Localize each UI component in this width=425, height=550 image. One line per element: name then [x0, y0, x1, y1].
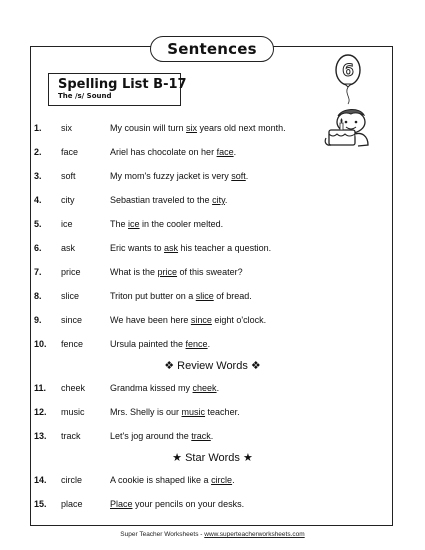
spelling-word: music: [61, 407, 85, 417]
spelling-word: soft: [61, 171, 76, 181]
spelling-word: ice: [61, 219, 73, 229]
sentence: Mrs. Shelly is our music teacher.: [110, 407, 240, 417]
spelling-word: track: [61, 431, 81, 441]
balloon-number: 6: [342, 61, 354, 81]
star-words-heading: ★ Star Words ★: [172, 452, 253, 464]
sentence: Sebastian traveled to the city.: [110, 195, 228, 205]
target-word: ice: [128, 219, 140, 229]
sentence: Eric wants to ask his teacher a question.: [110, 243, 272, 253]
sentence: Grandma kissed my cheek.: [110, 383, 220, 393]
list-item: [0, 168, 425, 184]
sentence: Ursula painted the fence.: [110, 339, 211, 349]
sentence: Triton put butter on a slice of bread.: [110, 291, 252, 301]
target-word: fence: [185, 339, 208, 349]
list-item: [0, 264, 425, 280]
item-number: 11.: [34, 383, 47, 393]
item-number: 4.: [34, 195, 42, 205]
sentence: The ice in the cooler melted.: [110, 219, 224, 229]
spelling-word: cheek: [61, 383, 86, 393]
sentence: My cousin will turn six years old next month.: [110, 123, 286, 133]
target-word: cheek: [192, 383, 217, 393]
target-word: since: [190, 315, 212, 325]
item-number: 15.: [34, 499, 47, 509]
item-number: 13.: [34, 431, 47, 441]
spelling-word: ask: [61, 243, 76, 253]
birthday-child-with-cake-icon: [318, 52, 384, 152]
item-number: 8.: [34, 291, 42, 301]
list-item: [0, 472, 425, 488]
item-number: 9.: [34, 315, 42, 325]
spelling-word: fence: [61, 339, 84, 349]
page-title: Sentences: [150, 36, 274, 62]
item-number: 12.: [34, 407, 47, 417]
item-number: 14.: [34, 475, 47, 485]
item-number: 3.: [34, 171, 42, 181]
list-item: [0, 380, 425, 396]
target-word: music: [181, 407, 206, 417]
list-item: [0, 496, 425, 512]
spelling-word: circle: [61, 475, 83, 485]
item-number: 10.: [34, 339, 47, 349]
spelling-word: slice: [61, 291, 80, 301]
list-item: [0, 288, 425, 304]
sentence: My mom's fuzzy jacket is very soft.: [110, 171, 249, 181]
item-number: 1.: [34, 123, 42, 133]
footer: [0, 530, 425, 540]
spelling-word: price: [61, 267, 81, 277]
spelling-word: six: [61, 123, 72, 133]
sentence: Ariel has chocolate on her face.: [110, 147, 237, 157]
sentence: Place your pencils on your desks.: [110, 499, 245, 509]
sentence: We have been here since eight o'clock.: [110, 315, 267, 325]
spelling-list-subtitle: The /s/ Sound: [58, 92, 112, 100]
target-word: six: [186, 123, 198, 133]
list-item: [0, 428, 425, 444]
list-item: [0, 336, 425, 352]
sentence: Let's jog around the track.: [110, 431, 214, 441]
target-word: Place: [110, 499, 133, 509]
list-item: [0, 120, 425, 136]
sentence: What is the price of this sweater?: [110, 267, 243, 277]
list-item: [0, 240, 425, 256]
review-words-heading: ❖ Review Words ❖: [164, 360, 261, 372]
spelling-word: place: [61, 499, 83, 509]
item-number: 2.: [34, 147, 42, 157]
target-word: city: [212, 195, 225, 205]
footer-prefix: Super Teacher Worksheets -: [120, 531, 205, 538]
list-item: [0, 192, 425, 208]
target-word: soft: [231, 171, 246, 181]
target-word: slice: [195, 291, 214, 301]
spelling-word: city: [61, 195, 75, 205]
target-word: track: [191, 431, 211, 441]
target-word: circle: [211, 475, 233, 485]
item-number: 5.: [34, 219, 42, 229]
list-item: [0, 312, 425, 328]
target-word: face: [216, 147, 234, 157]
sentence: A cookie is shaped like a circle.: [110, 475, 235, 485]
spelling-word: since: [61, 315, 83, 325]
footer-link[interactable]: www.superteacherworksheets.com: [204, 531, 305, 538]
target-word: price: [157, 267, 178, 277]
target-word: ask: [164, 243, 179, 253]
spelling-list-box: [48, 73, 187, 106]
list-item: [0, 404, 425, 420]
spelling-word: face: [61, 147, 79, 157]
list-item: [0, 216, 425, 232]
item-number: 6.: [34, 243, 42, 253]
list-item: [0, 144, 425, 160]
spelling-list-title: Spelling List B-17: [58, 77, 187, 92]
item-number: 7.: [34, 267, 42, 277]
